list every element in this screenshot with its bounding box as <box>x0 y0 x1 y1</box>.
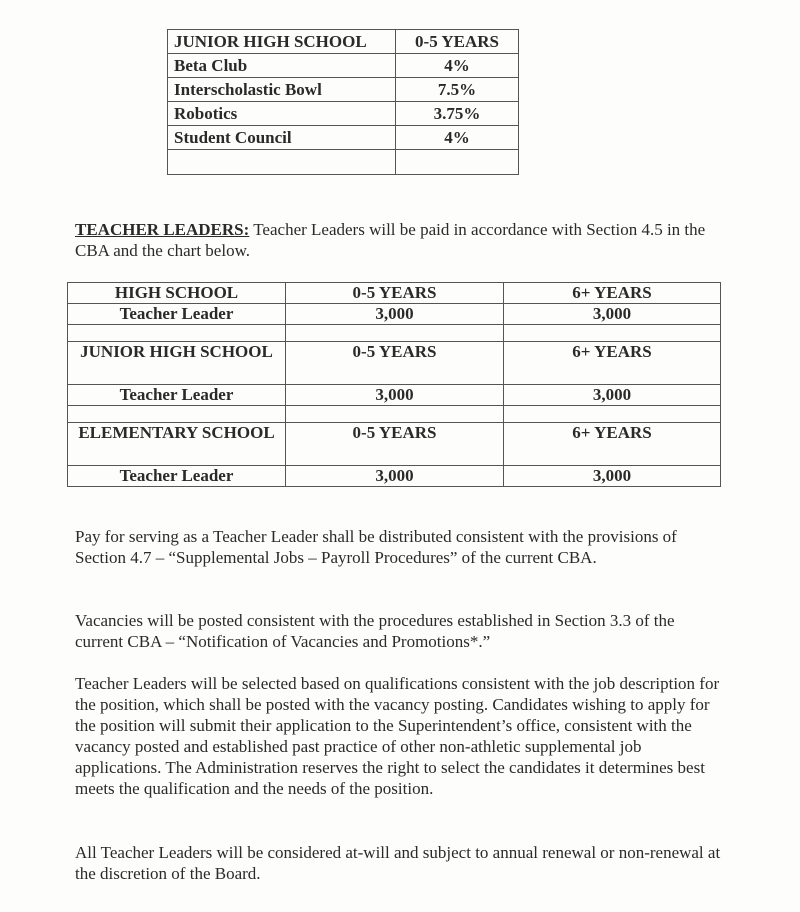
years-header-cell: 6+ YEARS <box>504 423 721 466</box>
percent-cell: 3.75% <box>396 102 519 126</box>
role-cell: Teacher Leader <box>68 466 286 487</box>
spacer-row <box>68 406 721 423</box>
percent-cell: 4% <box>396 54 519 78</box>
years-header-cell: 0-5 YEARS <box>286 283 504 304</box>
header-cell: 0-5 YEARS <box>396 30 519 54</box>
table-row <box>168 126 519 150</box>
role-cell: Teacher Leader <box>68 304 286 325</box>
years-header-cell: 6+ YEARS <box>504 342 721 385</box>
paragraph-selection: Teacher Leaders will be selected based on qualifications consistent with the job description for the position, which shall be posted with the vacancy posting. Candidates wishing to apply for the position will submit their application to the Superintendent’s office, consistent with the vacancy posted and established past practice of other non-athletic supplemental job applications. The Administration reserves the right to select the candidates it determines best meets the qualification and the needs of the position. <box>75 674 720 798</box>
table-row-empty <box>168 150 519 175</box>
table-row <box>168 102 519 126</box>
table-header-row <box>68 342 721 385</box>
table-row <box>68 466 721 487</box>
pay-cell: 3,000 <box>286 466 504 487</box>
percent-cell: 7.5% <box>396 78 519 102</box>
header-cell: JUNIOR HIGH SCHOOL <box>168 30 396 54</box>
paragraph-vacancies: Vacancies will be posted consistent with the procedures established in Section 3.3 of the current CBA – “Notification of Vacancies and Promotions*.” <box>75 611 675 651</box>
activity-cell: Student Council <box>168 126 396 150</box>
table-row <box>68 304 721 325</box>
paragraph-pay-distribution: Pay for serving as a Teacher Leader shall be distributed consistent with the provisions of Section 4.7 – “Supplemental Jobs – Payroll Procedures” of the current CBA. <box>75 527 677 567</box>
pay-cell: 3,000 <box>286 385 504 406</box>
school-cell: HIGH SCHOOL <box>68 283 286 304</box>
spacer-row <box>68 325 721 342</box>
section-heading: TEACHER LEADERS: <box>75 220 250 239</box>
years-header-cell: 6+ YEARS <box>504 283 721 304</box>
teacher-leader-pay-table <box>67 282 721 487</box>
table-header-row <box>68 283 721 304</box>
empty-cell <box>396 150 519 175</box>
pay-cell: 3,000 <box>504 466 721 487</box>
table-row <box>168 78 519 102</box>
pay-cell: 3,000 <box>504 304 721 325</box>
table-header-row <box>168 30 519 54</box>
activity-cell: Beta Club <box>168 54 396 78</box>
intro-text: Teacher Leaders will be paid in accordance with Section 4.5 in the CBA and the chart below. <box>75 220 706 260</box>
pay-cell: 3,000 <box>504 385 721 406</box>
empty-cell <box>168 150 396 175</box>
table-row <box>68 385 721 406</box>
years-header-cell: 0-5 YEARS <box>286 342 504 385</box>
table-row <box>168 54 519 78</box>
percent-cell: 4% <box>396 126 519 150</box>
school-cell: JUNIOR HIGH SCHOOL <box>68 342 286 385</box>
paragraph-at-will: All Teacher Leaders will be considered at-will and subject to annual renewal or non-renewal at the discretion of the Board. <box>75 843 721 883</box>
junior-high-stipend-table <box>167 29 519 175</box>
school-cell: ELEMENTARY SCHOOL <box>68 423 286 466</box>
role-cell: Teacher Leader <box>68 385 286 406</box>
activity-cell: Robotics <box>168 102 396 126</box>
table-header-row <box>68 423 721 466</box>
pay-cell: 3,000 <box>286 304 504 325</box>
teacher-leaders-intro <box>75 219 725 261</box>
years-header-cell: 0-5 YEARS <box>286 423 504 466</box>
activity-cell: Interscholastic Bowl <box>168 78 396 102</box>
